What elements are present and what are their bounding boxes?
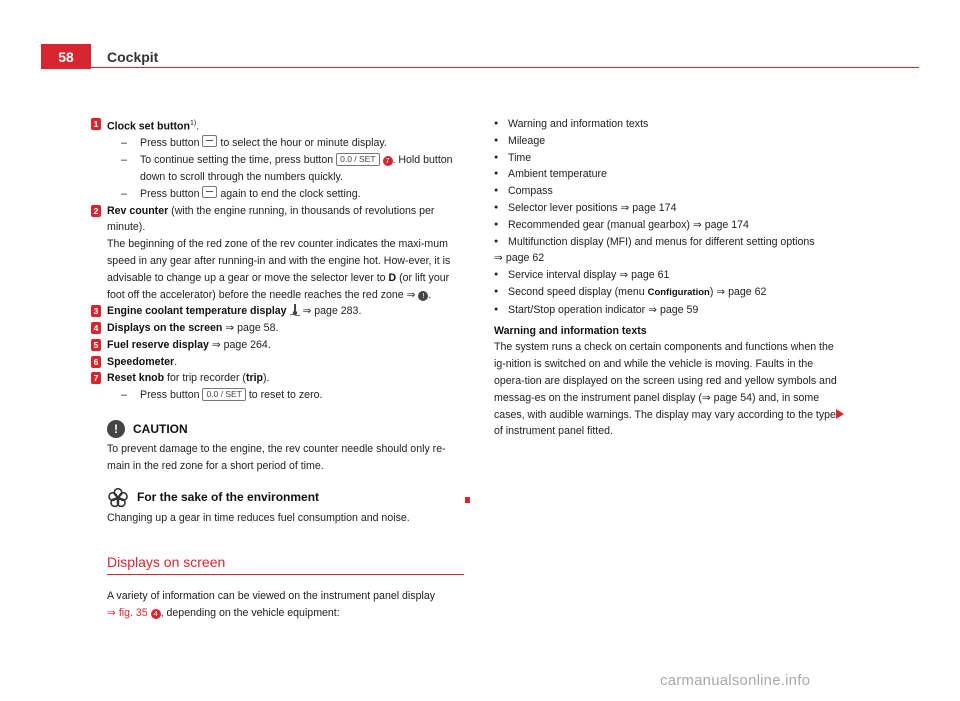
item-title: Displays on the screen — [107, 322, 223, 335]
list-item: ● Warning and information texts — [494, 116, 854, 133]
list-item: ● Mileage — [494, 133, 854, 150]
caution-ref-icon: ! — [418, 291, 428, 301]
rev-counter-note: The beginning of the red zone of the rev counter indicates the maxi-mum speed in any gear after running-in and with the engine hot. How-ever, it is advisable to change up a gear or move the selector lever to D (or lift your foot off the accelerator) before the needle reaches the red zone ⇒ ! . — [107, 238, 451, 301]
section-title: Displays on screen — [107, 554, 226, 571]
item-title: Rev counter — [107, 204, 169, 217]
legend-item-1: 1 Clock set button$^{1)}$. — [107, 116, 467, 135]
list-item-continuation: ⇒ page 62 — [494, 252, 545, 265]
legend-badge: 6 — [91, 356, 101, 368]
list-item: ● Service interval display ⇒ page 61 — [494, 267, 854, 284]
warning-text: The system runs a check on certain components and functions when the ig-nition is switched on and while the vehicle is moving. Faults in the opera-tion are displayed on the screen using red and yellow symbols and messag-es on the instrument panel display (⇒ page 54) and, in some cases, with audible warnings. The display may vary according to the type of instrument panel fitted. — [494, 341, 837, 438]
list-item: ● Compass — [494, 183, 854, 200]
thermometer-icon — [290, 304, 300, 316]
caution-text: To prevent damage to the engine, the rev counter needle should only re-main in the red zone for a short period of time. — [107, 443, 446, 472]
list-item: ● Ambient temperature — [494, 166, 854, 183]
legend-item-4: 4 Displays on the screen ⇒ page 58. — [107, 320, 467, 337]
legend-item-2: 2 Rev counter (with the engine running, in thousands of revolutions per minute). — [107, 203, 467, 237]
legend-item-6: 6 Speedometer. — [107, 354, 467, 371]
list-item: ● Time — [494, 150, 854, 167]
item-title: Clock set button — [107, 120, 190, 133]
list-item: ● Selector lever positions ⇒ page 174 — [494, 200, 854, 217]
legend-badge: 2 — [91, 205, 101, 217]
step: – Press button to select the hour or minute display. — [107, 135, 467, 152]
legend-item-7: 7 Reset knob for trip recorder (trip). — [107, 370, 467, 387]
warning-heading: Warning and information texts — [494, 324, 647, 337]
caution-heading: ! CAUTION — [107, 420, 467, 438]
set-button-label: 0.0 / SET — [202, 388, 245, 401]
watermark: carmanualsonline.info — [660, 672, 811, 689]
list-item: ● Recommended gear (manual gearbox) ⇒ page 174 — [494, 217, 854, 234]
legend-badge: 4 — [91, 322, 101, 334]
list-item: ● Start/Stop operation indicator ⇒ page 59 — [494, 302, 854, 319]
header-rule — [91, 67, 919, 68]
clock-button-icon — [202, 135, 217, 147]
right-column — [494, 116, 854, 440]
legend-item-3: 3 Engine coolant temperature display ⇒ page 283. — [107, 303, 467, 320]
ref-badge: 4 — [151, 609, 161, 619]
legend-badge: 1 — [91, 118, 101, 130]
clock-button-icon — [202, 186, 217, 198]
item-title: Fuel reserve display — [107, 338, 209, 351]
left-column — [93, 116, 467, 622]
legend-badge: 5 — [91, 339, 101, 351]
environment-text: Changing up a gear in time reduces fuel consumption and noise. — [107, 511, 410, 524]
item-title: Speedometer — [107, 355, 175, 368]
item-title: Reset knob — [107, 372, 165, 385]
legend-badge: 7 — [91, 372, 101, 384]
step: – Press button again to end the clock setting. — [107, 186, 467, 203]
figure-link[interactable]: ⇒ fig. 35 — [107, 607, 148, 620]
ref-badge: 7 — [383, 156, 393, 166]
step: – Press button 0.0 / SET to reset to zero. — [107, 387, 467, 404]
caution-icon: ! — [107, 420, 125, 438]
environment-heading: For the sake of the environment — [107, 487, 467, 509]
footnote-mark: 1) — [190, 120, 197, 127]
chapter-title: Cockpit — [107, 49, 159, 65]
continue-arrow-icon — [836, 409, 844, 419]
legend-item-5: 5 Fuel reserve display ⇒ page 264. — [107, 337, 467, 354]
item-title: Engine coolant temperature display — [107, 305, 287, 318]
step: – To continue setting the time, press button 0.0 / SET 7 . Hold button down to scroll through the numbers quickly. — [107, 152, 467, 186]
end-mark — [465, 497, 470, 503]
section-intro: A variety of information can be viewed on the instrument panel display ⇒ fig. 35 4 , depending on the vehicle equipment: — [107, 590, 436, 620]
list-item: ● Second speed display (menu Configuration) ⇒ page 62 — [494, 284, 854, 302]
legend-badge: 3 — [91, 305, 101, 317]
page-number: 58 — [41, 44, 91, 69]
list-item: ● Multifunction display (MFI) and menus for different setting options — [494, 234, 854, 251]
set-button-label: 0.0 / SET — [336, 153, 379, 166]
flower-icon — [107, 487, 129, 509]
